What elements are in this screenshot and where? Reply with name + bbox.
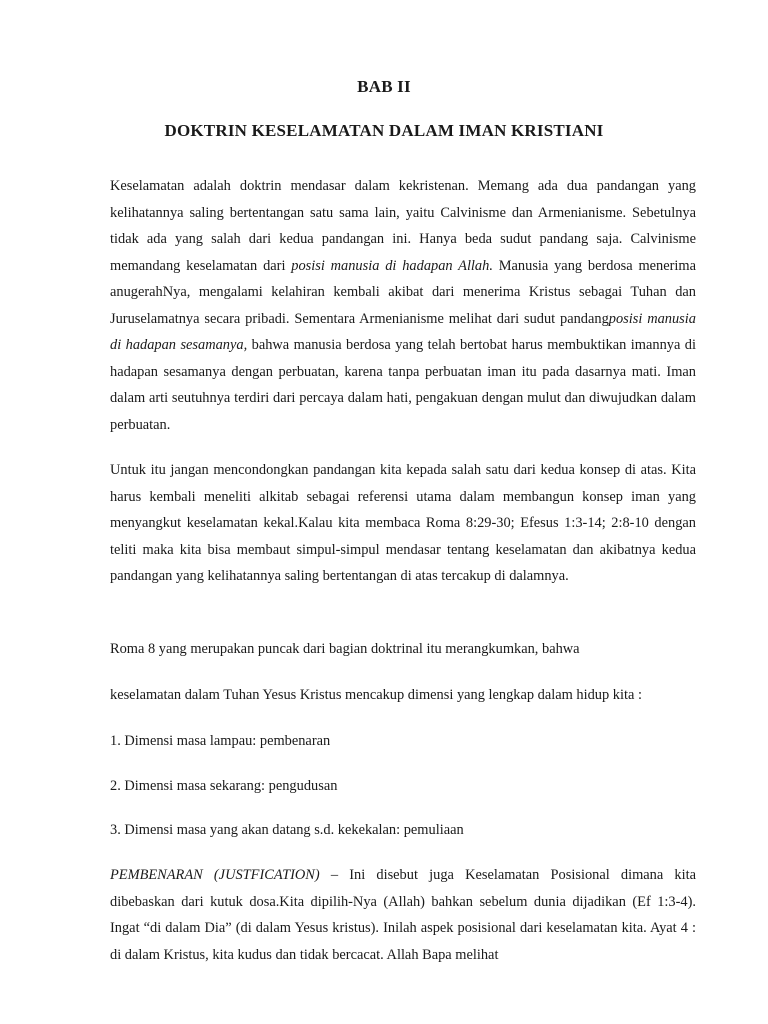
paragraph-justification-text: – Ini disebut juga Keselamatan Posisional dimana kita dibebaskan dari kutuk dosa.Kita dipilih-Nya (Allah) bahkan sebelum dunia dijadikan (Ef 1:3-4). Ingat “di dalam Dia” (di dalam Yesus kristus). Inilah aspek posisional dari keselamatan kita. Ayat 4 : di dalam Kristus, kita kudus dan tidak bercacat. Allah Bapa melihat xyxy=(110,867,697,963)
list-item-future: 3. Dimensi masa yang akan datang s.d. kekekalan: pemuliaan xyxy=(110,822,464,838)
paragraph-intro-text-b: Manusia yang berdosa menerima anugerahNya, mengalami kelahiran kembali akibat dari menerima Kristus sebagai Tuhan dan Juruselamatnya secara pribadi. Sementara Armenianisme melihat dari sudut pandang xyxy=(110,257,696,327)
paragraph-intro-emphasis-2: posisi manusia di hadapan sesamanya, xyxy=(110,310,696,353)
paragraph-dimensions: keselamatan dalam Tuhan Yesus Kristus mencakup dimensi yang lengkap dalam hidup kita : xyxy=(110,687,642,703)
chapter-title: DOKTRIN KESELAMATAN DALAM IMAN KRISTIANI xyxy=(164,121,604,140)
list-item-past: 1. Dimensi masa lampau: pembenaran xyxy=(110,733,331,749)
paragraph-intro-text-a: Keselamatan adalah doktrin mendasar dalam kekristenan. Memang ada dua pandangan yang kelihatannya saling bertentangan satu sama lain, yaitu Calvinisme dan Armenianisme. Sebetulnya tidak ada yang salah dari kedua pandangan ini. Hanya beda sudut pandang saja. Calvinisme memandang keselamatan dari xyxy=(110,178,696,274)
paragraph-concept: Untuk itu jangan mencondongkan pandangan kita kepada salah satu dari kedua konsep di atas. Kita harus kembali meneliti alkitab sebagai referensi utama dalam membangun konsep iman yang menyangkut keselamatan kekal.Kalau kita membaca Roma 8:29-30; Efesus 1:3-14; 2:8-10 dengan teliti maka kita bisa membaut simpul-simpul mendasar tentang keselamatan dan akibatnya kedua pandangan yang kelihatannya saling bertentangan di atas tercakup di dalamnya. xyxy=(110,462,696,584)
paragraph-roma: Roma 8 yang merupakan puncak dari bagian doktrinal itu merangkumkan, bahwa xyxy=(110,641,580,657)
paragraph-intro-emphasis-1: posisi manusia di hadapan Allah. xyxy=(291,257,493,274)
paragraph-justification-term: PEMBENARAN (JUSTFICATION) xyxy=(110,867,320,883)
paragraph-intro-text-c: bahwa manusia berdosa yang telah bertobat harus membuktikan imannya di hadapan sesamanya dengan perbuatan, karena tanpa perbuatan iman itu pada dasarnya mati. Iman dalam arti seutuhnya terdiri dari percaya dalam hati, pengakuan dengan mulut dan diwujudkan dalam perbuatan. xyxy=(110,337,696,433)
list-item-present: 2. Dimensi masa sekarang: pengudusan xyxy=(110,778,338,794)
paragraph-intro xyxy=(110,173,696,438)
chapter-heading: BAB II xyxy=(357,77,411,96)
paragraph-justification xyxy=(110,862,696,968)
